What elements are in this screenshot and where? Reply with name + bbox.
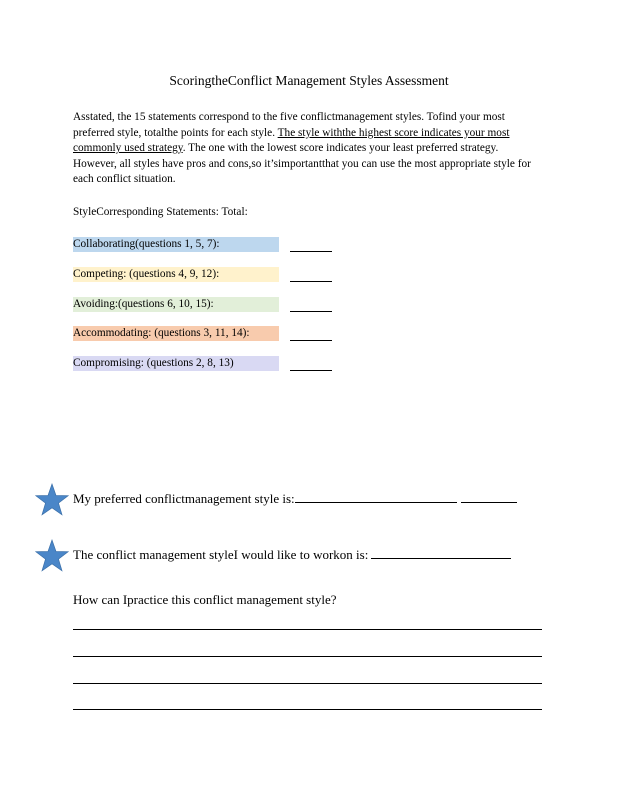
total-blank[interactable] xyxy=(290,281,332,282)
style-label: Avoiding:(questions 6, 10, 15): xyxy=(73,297,279,312)
intro-text: Asstated, the 15 statements correspond to the five conflictmanagement styles. Tofind your most preferred style, totalthe points for each style. xyxy=(73,111,505,139)
answer-line-2[interactable] xyxy=(73,656,542,657)
practice-prompt: How can Ipractice this conflict management style? xyxy=(73,592,337,607)
star-icon xyxy=(35,539,69,573)
total-blank[interactable] xyxy=(290,370,332,371)
work-on-style-label: The conflict management styleI would like to workon is: xyxy=(73,547,369,562)
preferred-style-label: My preferred conflictmanagement style is: xyxy=(73,491,295,506)
work-on-style-blank[interactable] xyxy=(371,557,511,559)
total-blank[interactable] xyxy=(290,311,332,312)
style-label: Compromising: (questions 2, 8, 13) xyxy=(73,356,279,371)
preferred-style-blank[interactable] xyxy=(295,501,457,503)
total-blank[interactable] xyxy=(290,340,332,341)
work-on-style-prompt xyxy=(73,547,511,563)
style-label: Competing: (questions 4, 9, 12): xyxy=(73,267,279,282)
page-title: ScoringtheConflict Management Styles Assessment xyxy=(169,73,449,88)
preferred-style-prompt xyxy=(73,491,517,507)
answer-line-3[interactable] xyxy=(73,683,542,684)
answer-line-1[interactable] xyxy=(73,629,542,630)
star-icon xyxy=(35,483,69,517)
intro-paragraph xyxy=(73,110,533,188)
preferred-style-blank-2[interactable] xyxy=(461,501,517,503)
table-header: StyleCorresponding Statements: Total: xyxy=(73,206,248,218)
intro-text-continued: . The one with the lowest score indicates your least preferred strategy. However, all styles have pros and cons,so it’simportantthat you can use the most appropriate style for each conflict situation. xyxy=(73,142,531,186)
total-blank[interactable] xyxy=(290,251,332,252)
answer-line-4[interactable] xyxy=(73,709,542,710)
style-label: Collaborating(questions 1, 5, 7): xyxy=(73,237,279,252)
intro-underlined-text: The style withthe highest score indicates your most commonly used strategy xyxy=(73,126,510,155)
style-label: Accommodating: (questions 3, 11, 14): xyxy=(73,326,279,341)
